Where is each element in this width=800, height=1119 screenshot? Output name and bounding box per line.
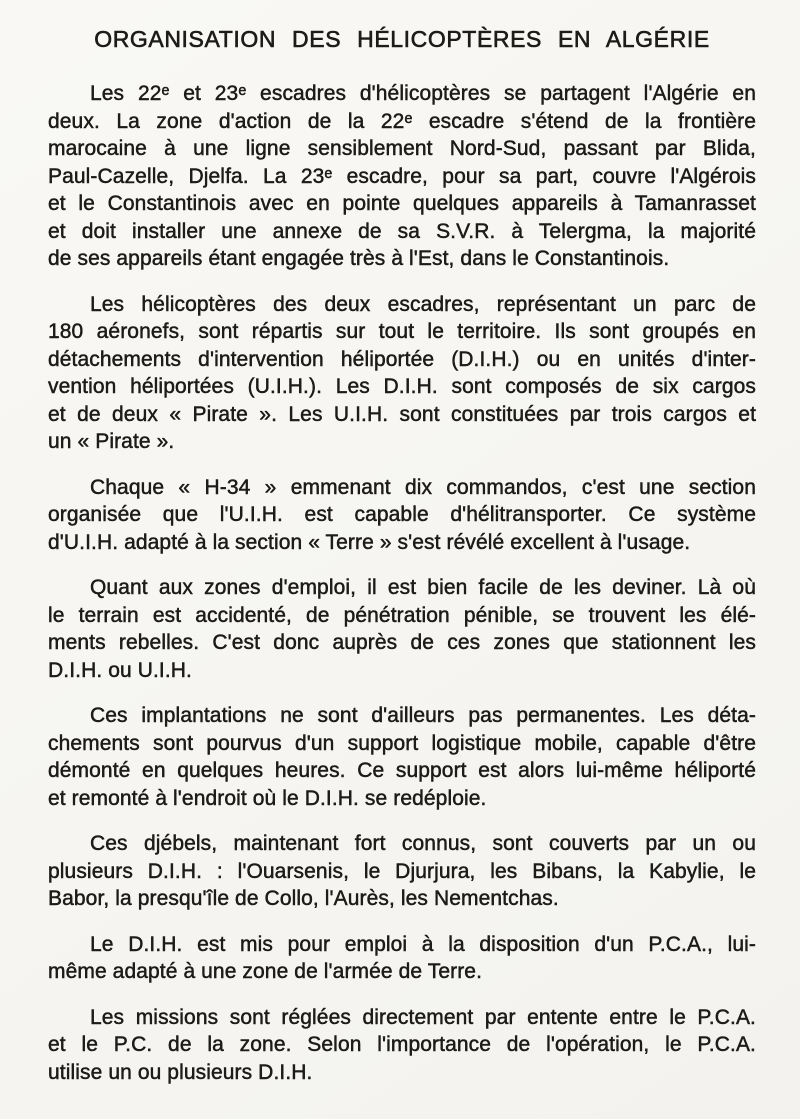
text-line: Les 22ᵉ et 23ᵉ escadres d'hélicoptères se partagent l'Algérie en: [90, 82, 756, 105]
text-line: D.I.H. ou U.I.H.: [48, 658, 192, 682]
text-line: chements sont pourvus d'un support logistique mobile, capable d'être: [48, 731, 756, 755]
text-line: Paul-Cazelle, Djelfa. La 23ᵉ escadre, pour sa part, couvre l'Algérois: [48, 164, 756, 188]
text-line: un « Pirate ».: [48, 430, 175, 453]
paragraph-3: [48, 474, 756, 557]
text-line: d'U.I.H. adapté à la section « Terre » s'est révélé excellent à l'usage.: [48, 530, 691, 554]
text-line: vention héliportées (U.I.H.). Les D.I.H. sont composés de six cargos: [48, 375, 756, 398]
paragraph-8: [48, 1004, 756, 1087]
text-line: organisée que l'U.I.H. est capable d'hélitransporter. Ce système: [48, 503, 756, 526]
text-line: de ses appareils étant engagée très à l'Est, dans le Constantinois.: [48, 247, 670, 270]
text-line: même adapté à une zone de l'armée de Terre.: [48, 960, 483, 983]
text-line: Les hélicoptères des deux escadres, représentant un parc de: [90, 292, 756, 316]
text-line: Ces djébels, maintenant fort connus, sont couverts par un ou: [90, 832, 756, 855]
text-line: et de deux « Pirate ». Les U.I.H. sont constituées par trois cargos et: [48, 402, 756, 426]
paragraph-2: [48, 291, 756, 456]
text-line: et le P.C. de la zone. Selon l'importance de l'opération, le P.C.A.: [48, 1033, 756, 1056]
text-line: Babor, la presqu'île de Collo, l'Aurès, les Nementchas.: [48, 887, 559, 910]
text-line: Chaque « H-34 » emmenant dix commandos, c'est une section: [90, 475, 756, 499]
text-line: utilise un ou plusieurs D.I.H.: [48, 1060, 313, 1084]
text-line: détachements d'intervention héliportée (D.I.H.) ou en unités d'inter-: [48, 347, 756, 371]
text-line: Les missions sont réglées directement par entente entre le P.C.A.: [90, 1005, 756, 1029]
text-line: plusieurs D.I.H. : l'Ouarsenis, le Djurjura, les Bibans, la Kabylie, le: [48, 859, 756, 883]
text-line: marocaine à une ligne sensiblement Nord-Sud, passant par Blida,: [48, 137, 756, 160]
text-line: démonté en quelques heures. Ce support est alors lui-même héliporté: [48, 759, 756, 782]
paragraph-6: [48, 830, 756, 913]
text-line: deux. La zone d'action de la 22ᵉ escadre s'étend de la frontière: [48, 109, 756, 133]
paragraph-5: [48, 702, 756, 812]
text-line: le terrain est accidenté, de pénétration pénible, se trouvent les élé-: [48, 603, 756, 627]
text-line: ments rebelles. C'est donc auprès de ces zones que stationnent les: [48, 631, 756, 654]
text-line: Ces implantations ne sont d'ailleurs pas permanentes. Les déta-: [90, 704, 756, 727]
text-line: Le D.I.H. est mis pour emploi à la disposition d'un P.C.A., lui-: [90, 932, 756, 956]
text-line: 180 aéronefs, sont répartis sur tout le territoire. Ils sont groupés en: [48, 320, 756, 343]
paragraph-1: [48, 80, 756, 273]
text-line: et remonté à l'endroit où le D.I.H. se redéploie.: [48, 786, 487, 810]
paragraph-7: [48, 931, 756, 986]
page-title: ORGANISATION DES HÉLICOPTÈRES EN ALGÉRIE: [94, 26, 710, 52]
document-body: [48, 80, 756, 1086]
text-line: et le Constantinois avec en pointe quelques appareils à Tamanrasset: [48, 192, 756, 215]
text-line: Quant aux zones d'emploi, il est bien facile de les deviner. Là où: [90, 576, 756, 599]
paragraph-4: [48, 574, 756, 684]
text-line: et doit installer une annexe de sa S.V.R. à Telergma, la majorité: [48, 219, 756, 243]
